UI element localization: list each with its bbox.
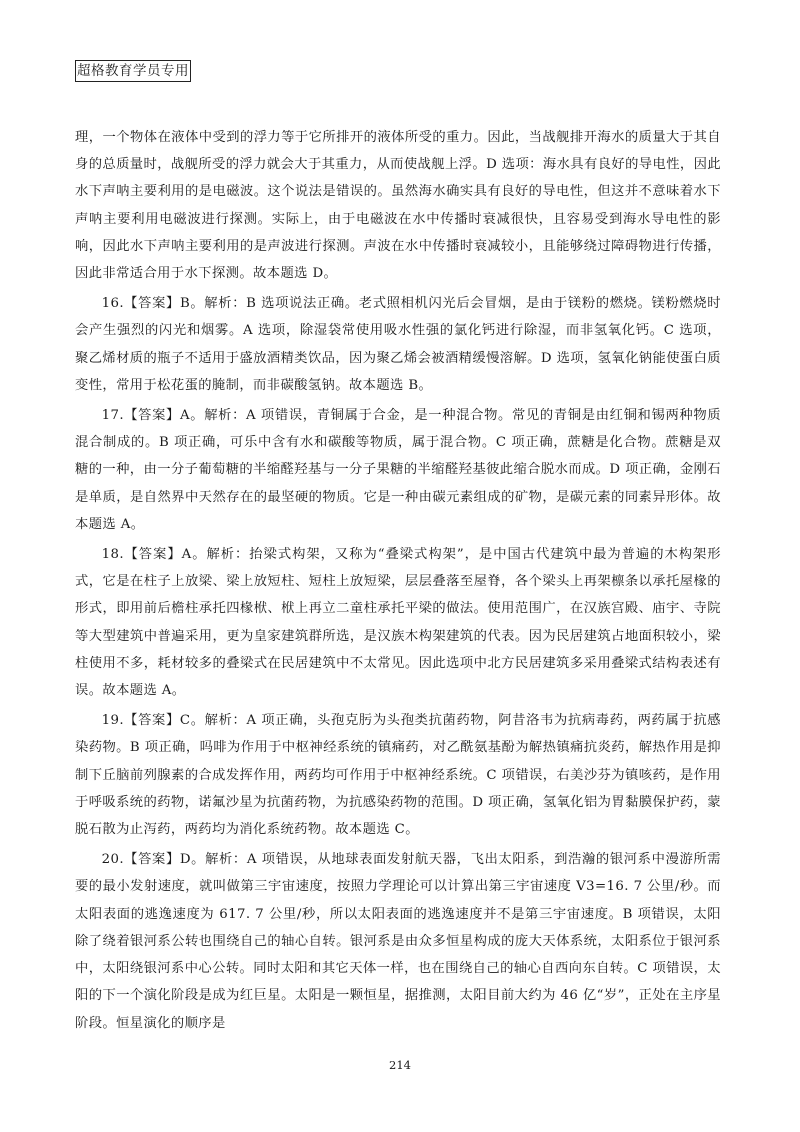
watermark-header-label: 超格教育学员专用 (75, 60, 191, 82)
answer-19-paragraph: 19.【答案】C。解析：A 项正确，头孢克肟为头孢类抗菌药物，阿昔洛韦为抗病毒药，两药属于抗感染药物。B 项正确，吗啡为作用于中枢神经系统的镇痛药，对乙酰氨基酚为解热镇痛抗炎药，解热作用是抑制下丘脑前列腺素的合成发挥作用，两药均可作用于中枢神经系统。C 项错误，右美沙芬为镇咳药，是作用于呼吸系统的药物，诺氟沙星为抗菌药物，为抗感染药物的范围。D 项正确，氢氧化铝为胃黏膜保护药，蒙脱石散为止泻药，两药均为消化系统药物。故本题选 C。 (75, 713, 721, 838)
page-number: 214 (389, 1058, 411, 1072)
answer-18-paragraph: 18.【答案】A。解析：抬梁式构架，又称为“叠梁式构架”，是中国古代建筑中最为普遍的木构架形式，它是在柱子上放梁、梁上放短柱、短柱上放短梁，层层叠落至屋脊，各个梁头上再架檩条以承托屋椽的形式，即用前后檐柱承托四椽栿、栿上再立二童柱承托平梁的做法。使用范围广，在汉族宫殿、庙宇、寺院等大型建筑中普遍采用，更为皇家建筑群所选，是汉族木构架建筑的代表。因为民居建筑占地面积较小，梁柱使用不多，耗材较多的叠梁式在民居建筑中不太常见。因此选项中北方民居建筑多采用叠梁式结构表述有误。故本题选 A。 (75, 547, 721, 699)
paragraph-continuation: 理，一个物体在液体中受到的浮力等于它所排开的液体所受的重力。因此，当战舰排开海水的质量大于其自身的总质量时，战舰所受的浮力就会大于其重力，从而使战舰上浮。D 选项：海水具有良好的导电性，因此水下声呐主要利用的是电磁波。这个说法是错误的。虽然海水确实具有良好的导电性，但这并不意味着水下声呐主要利用电磁波进行探测。实际上，由于电磁波在水中传播时衰减很快，且容易受到海水导电性的影响，因此水下声呐主要利用的是声波进行探测。声波在水中传播时衰减较小，且能够绕过障碍物进行传播，因此非常适合用于水下探测。故本题选 D。 (75, 130, 721, 282)
document-body (75, 124, 721, 1037)
answer-17-paragraph: 17.【答案】A。解析：A 项错误，青铜属于合金，是一种混合物。常见的青铜是由红铜和锡两种物质混合制成的。B 项正确，可乐中含有水和碳酸等物质，属于混合物。C 项正确，蔗糖是化合物。蔗糖是双糖的一种，由一分子葡萄糖的半缩醛羟基与一分子果糖的半缩醛羟基彼此缩合脱水而成。D 项正确，金刚石是单质，是自然界中天然存在的最坚硬的物质。它是一种由碳元素组成的矿物，是碳元素的同素异形体。故本题选 A。 (75, 408, 721, 532)
answer-20-paragraph: 20.【答案】D。解析：A 项错误，从地球表面发射航天器，飞出太阳系，到浩瀚的银河系中漫游所需要的最小发射速度，就叫做第三宇宙速度，按照力学理论可以计算出第三宇宙速度 V3=16. 7 公里/秒。而太阳表面的逃逸速度为 617. 7 公里/秒，所以太阳表面的逃逸速度并不是第三宇宙速度。B 项错误，太阳除了绕着银河系公转也围绕自己的轴心自转。银河系是由众多恒星构成的庞大天体系统，太阳系位于银河系中，太阳绕银河系中心公转。同时太阳和其它天体一样，也在围绕自己的轴心自西向东自转。C 项错误，太阳的下一个演化阶段是成为红巨星。太阳是一颗恒星，据推测，太阳目前大约为 46 亿“岁”，正处在主序星阶段。恒星演化的顺序是 (75, 852, 721, 1031)
answer-16-paragraph: 16.【答案】B。解析：B 选项说法正确。老式照相机闪光后会冒烟，是由于镁粉的燃烧。镁粉燃烧时会产生强烈的闪光和烟雾。A 选项，除湿袋常使用吸水性强的氯化钙进行除湿，而非氢氧化钙。C 选项，聚乙烯材质的瓶子不适用于盛放酒精类饮品，因为聚乙烯会被酒精缓慢溶解。D 选项，氢氧化钠能使蛋白质变性，常用于松花蛋的腌制，而非碳酸氢钠。故本题选 B。 (75, 296, 721, 393)
